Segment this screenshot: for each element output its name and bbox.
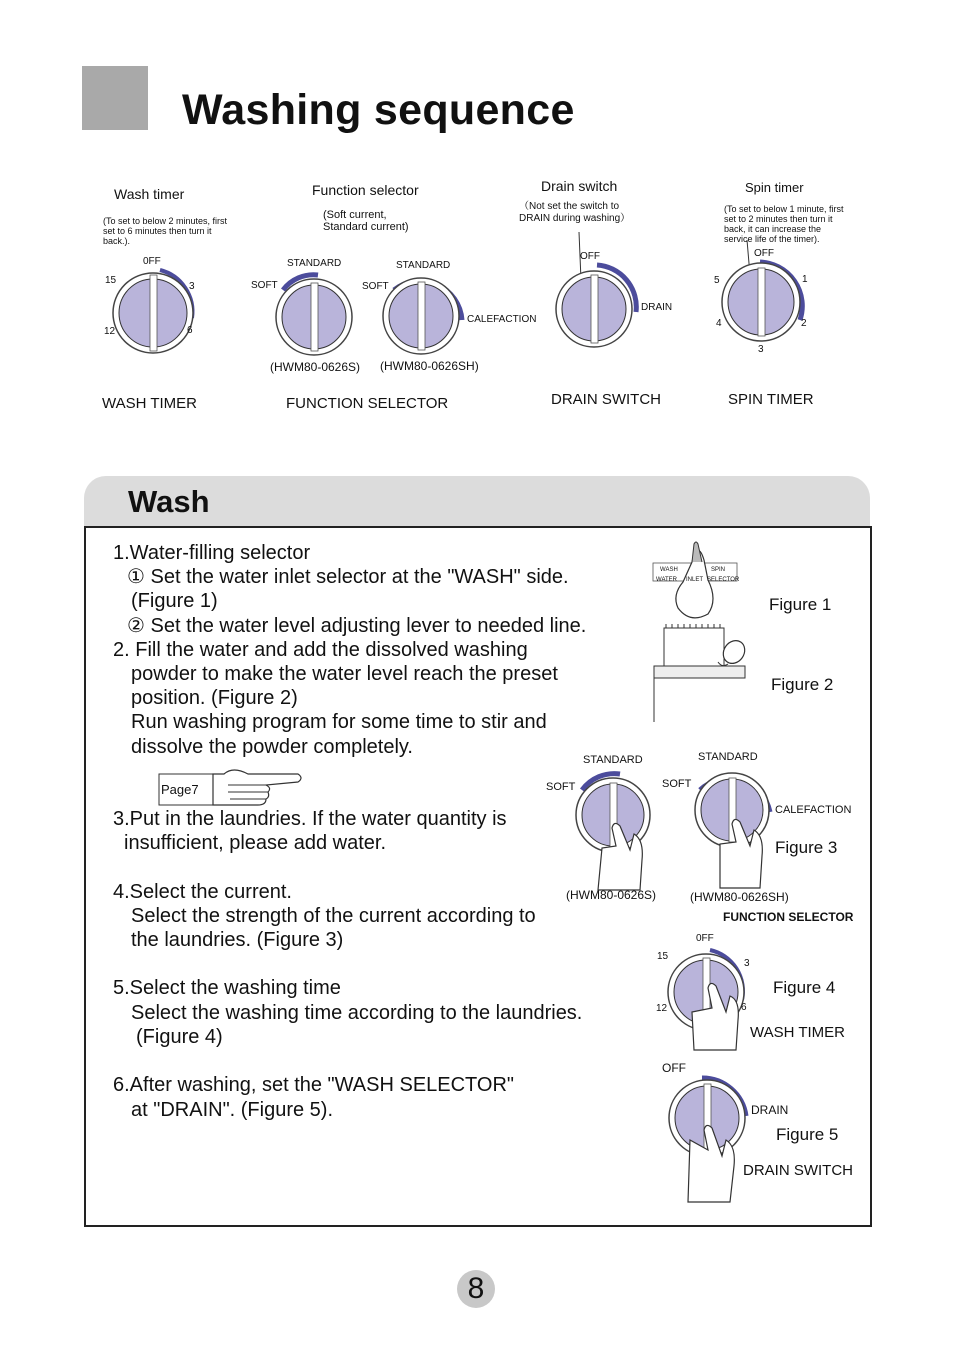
step-2-line-5: dissolve the powder completely.	[131, 736, 413, 758]
figure-3-caption: FUNCTION SELECTOR	[723, 910, 854, 924]
function-selector-s-soft: SOFT	[251, 280, 278, 291]
step-2-line-1: 2. Fill the water and add the dissolved washing	[113, 639, 528, 661]
step-1-figure-ref: (Figure 1)	[131, 590, 218, 612]
figure-3-s-standard: STANDARD	[583, 754, 643, 766]
wash-timer-off-mark: 0FF	[143, 256, 161, 267]
page-number: 8	[457, 1270, 495, 1308]
figure-4-6-mark: 6	[741, 1002, 747, 1013]
figure-4-label: Figure 4	[773, 978, 836, 997]
figure-4-caption: WASH TIMER	[750, 1024, 846, 1041]
page-reference: Page7	[161, 782, 199, 797]
wash-section-title: Wash	[128, 484, 210, 519]
function-selector-caption: FUNCTION SELECTOR	[286, 395, 449, 412]
figure-3-graphic	[560, 760, 860, 900]
wash-timer-dial	[113, 270, 193, 353]
figure-3-label: Figure 3	[775, 838, 838, 857]
step-5-heading: 5.Select the washing time	[113, 977, 341, 999]
function-selector-model-sh: (HWM80-0626SH)	[380, 359, 479, 373]
spin-timer-1-mark: 1	[802, 274, 808, 285]
wash-timer-3-mark: 3	[189, 281, 195, 292]
figure-2-graphic	[650, 622, 760, 722]
drain-switch-off: OFF	[580, 251, 600, 262]
drain-switch-note: （Not set the switch to DRAIN during washing）	[519, 201, 631, 224]
function-selector-s-dial	[276, 275, 352, 355]
figure-1-wash: WASH	[660, 567, 678, 573]
function-selector-sh-dial	[383, 278, 462, 354]
function-selector-s-standard: STANDARD	[287, 258, 342, 269]
step-5-line-1: Select the washing time according to the laundries.	[131, 1002, 583, 1024]
figure-5-off: OFF	[662, 1061, 686, 1075]
wash-timer-caption: WASH TIMER	[102, 395, 198, 412]
step-2-line-3: position. (Figure 2)	[131, 687, 298, 709]
function-selector-model-s: (HWM80-0626S)	[270, 360, 361, 374]
figure-1-spin: SPIN	[711, 567, 726, 573]
drain-switch-dial	[556, 232, 636, 347]
spin-timer-2-mark: 2	[801, 318, 807, 329]
page-title: Washing sequence	[182, 86, 575, 134]
function-selector-label: Function selector	[312, 182, 419, 198]
figure-3-model-sh: (HWM80-0626SH)	[690, 890, 789, 904]
drain-switch-drain: DRAIN	[641, 302, 673, 313]
step-4-line-1: Select the strength of the current according to	[131, 905, 536, 927]
figure-3-s-soft: SOFT	[546, 781, 576, 793]
figure-1-selector: SELECTOR	[707, 577, 740, 583]
figure-4-off-mark: 0FF	[696, 933, 714, 944]
wash-timer-15-mark: 15	[105, 275, 117, 286]
figure-1-water: WATER	[656, 577, 677, 583]
function-selector-calefaction: CALEFACTION	[467, 314, 537, 325]
spin-timer-label: Spin timer	[745, 180, 804, 195]
wash-timer-note: (To set to below 2 minutes, first set to 6 minutes then turn it back.).	[103, 216, 228, 246]
spin-timer-caption: SPIN TIMER	[728, 391, 814, 408]
step-4-heading: 4.Select the current.	[113, 881, 292, 903]
figure-3-model-s: (HWM80-0626S)	[566, 888, 657, 902]
spin-timer-5-mark: 5	[714, 275, 720, 286]
figure-5-label: Figure 5	[776, 1125, 839, 1144]
figure-5-caption: DRAIN SWITCH	[743, 1162, 853, 1179]
step-3-line-1: 3.Put in the laundries. If the water quantity is	[113, 808, 507, 830]
figure-1-inlet: INLET	[686, 577, 704, 583]
figure-3-calefaction: CALEFACTION	[775, 804, 852, 816]
figure-2-label: Figure 2	[771, 675, 834, 694]
function-selector-sh-standard: STANDARD	[396, 260, 451, 271]
figure-3-sh-soft: SOFT	[662, 778, 692, 790]
wash-timer-6-mark: 6	[187, 325, 193, 336]
step-1-item-2: ② Set the water level adjusting lever to needed line.	[127, 615, 587, 637]
figure-1-label: Figure 1	[769, 595, 832, 614]
step-2-line-2: powder to make the water level reach the preset	[131, 663, 558, 685]
figure-5-graphic	[660, 1070, 760, 1205]
figure-3-sh-standard: STANDARD	[698, 751, 758, 763]
spin-timer-3-mark: 3	[758, 344, 764, 355]
figure-5-drain: DRAIN	[751, 1103, 789, 1117]
step-1-item-1: ① Set the water inlet selector at the "WASH" side.	[127, 566, 569, 588]
step-2-line-4: Run washing program for some time to stir and	[131, 711, 547, 733]
figure-4-15-mark: 15	[657, 951, 669, 962]
spin-timer-note: (To set to below 1 minute, first set to 2 minutes then turn it back, it can increase the service life of the timer).	[724, 204, 844, 244]
spin-timer-off: OFF	[754, 248, 774, 259]
figure-4-12-mark: 12	[656, 1003, 668, 1014]
function-selector-note: (Soft current, Standard current)	[323, 209, 409, 233]
step-5-line-2: (Figure 4)	[136, 1026, 223, 1048]
step-6-line-2: at "DRAIN". (Figure 5).	[131, 1099, 334, 1121]
step-3-line-2: insufficient, please add water.	[124, 832, 387, 854]
figure-4-3-mark: 3	[744, 958, 750, 969]
step-6-line-1: 6.After washing, set the "WASH SELECTOR"	[113, 1074, 515, 1096]
step-4-line-2: the laundries. (Figure 3)	[131, 929, 344, 951]
step-1-heading: 1.Water-filling selector	[113, 542, 311, 564]
spin-timer-4-mark: 4	[716, 318, 722, 329]
wash-timer-12-mark: 12	[104, 326, 116, 337]
function-selector-sh-soft: SOFT	[362, 281, 389, 292]
drain-switch-caption: DRAIN SWITCH	[551, 391, 661, 408]
drain-switch-label: Drain switch	[541, 178, 618, 194]
wash-timer-label: Wash timer	[114, 186, 185, 202]
